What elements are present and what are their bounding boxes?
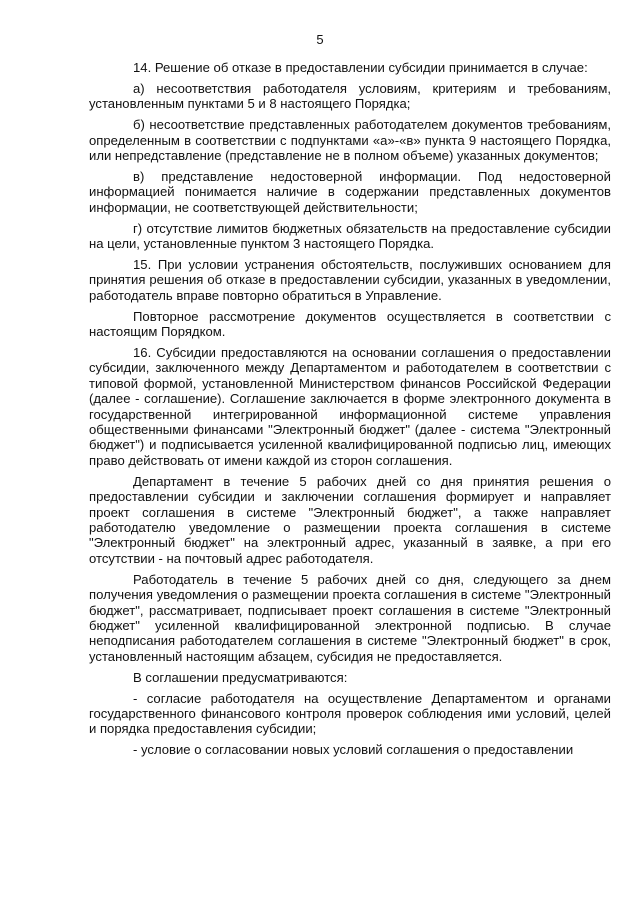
paragraph-15: 15. При условии устранения обстоятельств, послуживших основанием для принятия решения об отказе в предоставлении субсидии, указанных в уведомлении, работодатель вправе повторно обратиться в Управление. — [89, 256, 611, 303]
paragraph-14-v: в) представление недостоверной информации. Под недостоверной информацией понимается наличие в содержании представленных документов информации, не соответствующей действительности; — [89, 168, 611, 215]
paragraph-16-provision-consent: - согласие работодателя на осуществление Департаментом и органами государственного финансового контроля проверок соблюдения ими условий, целей и порядка предоставления субсидии; — [89, 690, 611, 737]
paragraph-16-employer: Работодатель в течение 5 рабочих дней со дня, следующего за днем получения уведомления о размещении проекта соглашения в системе "Электронный бюджет", рассматривает, подписывает проект соглашения в системе "Электронный бюджет" усиленной квалифицированной электронной подписью. В случае неподписания работодателем соглашения в системе "Электронный бюджет" в срок, установленный настоящим абзацем, субсидия не предоставляется. — [89, 571, 611, 664]
document-body — [89, 60, 611, 763]
paragraph-15-repeat-review: Повторное рассмотрение документов осуществляется в соответствии с настоящим Порядком. — [89, 308, 611, 340]
paragraph-14-g: г) отсутствие лимитов бюджетных обязательств на предоставление субсидии на цели, установленные пунктом 3 настоящего Порядка. — [89, 220, 611, 252]
paragraph-16: 16. Субсидии предоставляются на основании соглашения о предоставлении субсидии, заключенного между Департаментом и работодателем в соответствии с типовой формой, установленной Министерством финансов Российской Федерации (далее - соглашение). Соглашение заключается в форме электронного документа в государственной интегрированной информационной системе управления общественными финансами "Электронный бюджет" (далее - система "Электронный бюджет") и подписывается усиленной квалифицированной подписью лиц, имеющих право действовать от имени каждой из сторон соглашения. — [89, 345, 611, 468]
paragraph-16-provision-new-terms: - условие о согласовании новых условий соглашения о предоставлении — [133, 742, 574, 758]
paragraph-14-b: б) несоответствие представленных работодателем документов требованиям, определенным в соответствии с подпунктами «а»-«в» пункта 9 настоящего Порядка, или непредставление (представление не в полном объеме) указанных документов; — [89, 117, 611, 164]
paragraph-14-intro: 14. Решение об отказе в предоставлении субсидии принимается в случае: — [133, 60, 588, 75]
paragraph-16-department: Департамент в течение 5 рабочих дней со дня принятия решения о предоставлении субсидии и заключении соглашения формирует и направляет проект соглашения в системе "Электронный бюджет", а также направляет работодателю уведомление о размещении проекта соглашения в системе "Электронный бюджет" на электронный адрес, указанный в заявке, а при его отсутствии - на почтовый адрес работодателя. — [89, 473, 611, 566]
paragraph-14-a: а) несоответствия работодателя условиям, критериям и требованиям, установленным пунктами 5 и 8 настоящего Порядка; — [89, 80, 611, 112]
paragraph-16-provisions-intro: В соглашении предусматриваются: — [133, 669, 348, 685]
page-number: 5 — [316, 32, 324, 47]
